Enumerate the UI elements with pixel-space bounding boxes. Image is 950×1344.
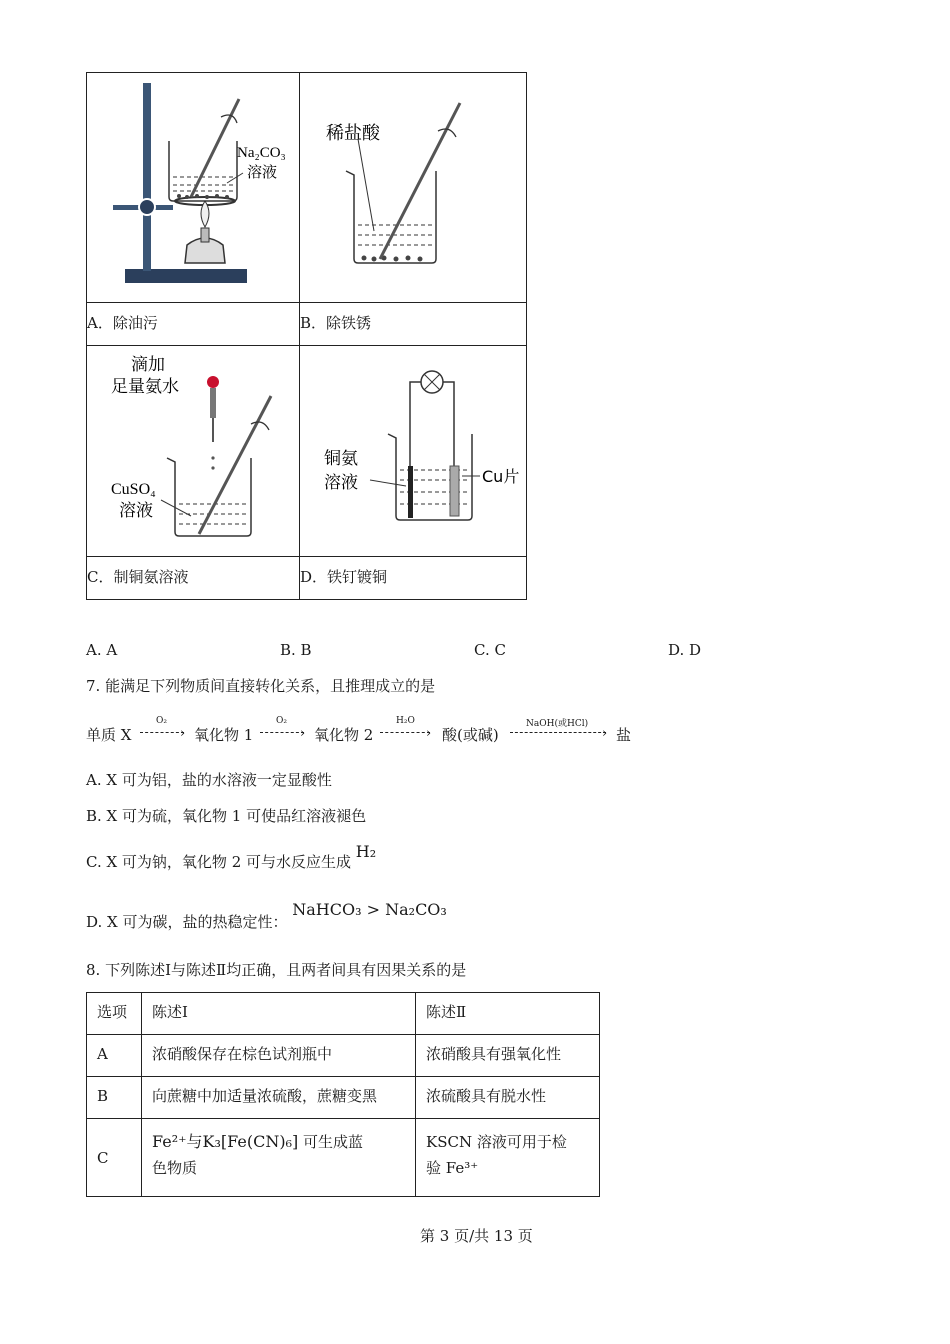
header-statement-1: 陈述Ⅰ (142, 993, 416, 1035)
label-b-reagent: 稀盐酸 (326, 123, 380, 144)
chain-s4: 酸(或碱) (442, 726, 499, 744)
apparatus-c-copper-ammonia (87, 346, 299, 556)
row-b-statement-1: 向蔗糖中加适量浓硫酸，蔗糖变黑 (142, 1077, 416, 1119)
q7-option-c-text: C. X 可为钠，氧化物 2 可与水反应生成 (86, 853, 352, 871)
q7-option-a[interactable]: A. X 可为铝，盐的水溶液一定显酸性 (86, 771, 332, 789)
q7-option-c[interactable] (86, 842, 377, 872)
apparatus-b-rust-removal (300, 73, 526, 302)
chain-s3: 氧化物 2 (314, 726, 374, 744)
apparatus-figure-grid (86, 72, 527, 600)
label-c-reagent2: 溶液 (119, 501, 153, 521)
label-d-reagent: 铜氨 (324, 449, 358, 469)
q8-stem: 8. 下列陈述Ⅰ与陈述Ⅱ均正确，且两者间具有因果关系的是 (86, 961, 467, 979)
chain-s5: 盐 (616, 726, 632, 744)
label-d-electrode: Cu片 (482, 467, 520, 486)
table-row (87, 1077, 600, 1119)
row-a-statement-2: 浓硝酸具有强氧化性 (416, 1035, 600, 1077)
apparatus-d-copper-plating (300, 346, 526, 556)
row-c-s1-text: 可生成蓝 (303, 1133, 364, 1151)
page-footer: 第 3 页/共 13 页 (420, 1227, 533, 1245)
row-b-option: B (87, 1077, 142, 1119)
header-option: 选项 (87, 993, 142, 1035)
chain-arrow-4-label: NaOH(或HCl) (526, 719, 589, 729)
q8-table (86, 992, 600, 1197)
header-statement-2: 陈述Ⅱ (416, 993, 600, 1035)
q7-conversion-chain: 单质 X O₂ › 氧化物 1 O₂ › 氧化物 2 H₂O › 酸(或碱) NaOH(或HCl) › 盐 (86, 716, 632, 744)
label-a-reagent: Na₂CO₃ (237, 145, 286, 161)
caption-b: B．除铁锈 (300, 303, 527, 346)
label-c-drop2: 足量氨水 (111, 377, 179, 397)
table-row (87, 1035, 600, 1077)
label-c-drop1: 滴加 (131, 355, 165, 375)
chain-arrow-3-label: H₂O (396, 716, 415, 726)
row-a-option: A (87, 1035, 142, 1077)
row-c-s2-line2: 验 Fe³⁺ (426, 1159, 479, 1177)
row-c-statement-2 (416, 1119, 600, 1197)
caption-c: C．制铜氨溶液 (87, 557, 300, 600)
q6-option-a[interactable]: A. A (86, 641, 118, 659)
caption-d: D．铁钉镀铜 (300, 557, 527, 600)
q7-option-d-text: D. X 可为碳，盐的热稳定性： (86, 913, 288, 931)
chain-arrow-2-label: O₂ (276, 716, 287, 726)
row-a-statement-1: 浓硝酸保存在棕色试剂瓶中 (142, 1035, 416, 1077)
q7-option-c-formula: H₂ (355, 842, 377, 861)
chain-s2: 氧化物 1 (194, 726, 254, 744)
figure-cell-b (300, 73, 527, 303)
q7-option-b[interactable]: B. X 可为硫，氧化物 1 可使品红溶液褪色 (86, 807, 367, 825)
row-c-option: C (87, 1119, 142, 1197)
row-b-statement-2: 浓硫酸具有脱水性 (416, 1077, 600, 1119)
caption-a: A．除油污 (87, 303, 300, 346)
q7-option-d[interactable] (86, 900, 447, 932)
chain-s1: 单质 X (86, 726, 132, 744)
row-c-statement-1 (142, 1119, 416, 1197)
chain-arrow-1-label: O₂ (156, 716, 167, 726)
q6-option-b[interactable]: B. B (280, 641, 312, 659)
figure-cell-a (87, 73, 300, 303)
row-c-s1-formula: Fe²⁺与K₃[Fe(CN)₆] (152, 1132, 299, 1151)
table-header-row (87, 993, 600, 1035)
q7-option-d-formula: NaHCO₃ > Na₂CO₃ (292, 900, 447, 919)
q7-stem: 7. 能满足下列物质间直接转化关系，且推理成立的是 (86, 677, 436, 695)
apparatus-a-degreasing (87, 73, 299, 302)
q6-option-d[interactable]: D. D (668, 641, 702, 659)
figure-cell-d (300, 346, 527, 557)
table-row (87, 1119, 600, 1197)
q6-option-c[interactable]: C. C (474, 641, 506, 659)
label-c-reagent: CuSO₄ (111, 481, 156, 498)
row-c-s2-line1: KSCN 溶液可用于检 (426, 1133, 567, 1151)
row-c-s1-line2: 色物质 (152, 1159, 198, 1177)
figure-cell-c (87, 346, 300, 557)
label-a-reagent2: 溶液 (247, 165, 278, 181)
label-d-reagent2: 溶液 (324, 473, 358, 493)
